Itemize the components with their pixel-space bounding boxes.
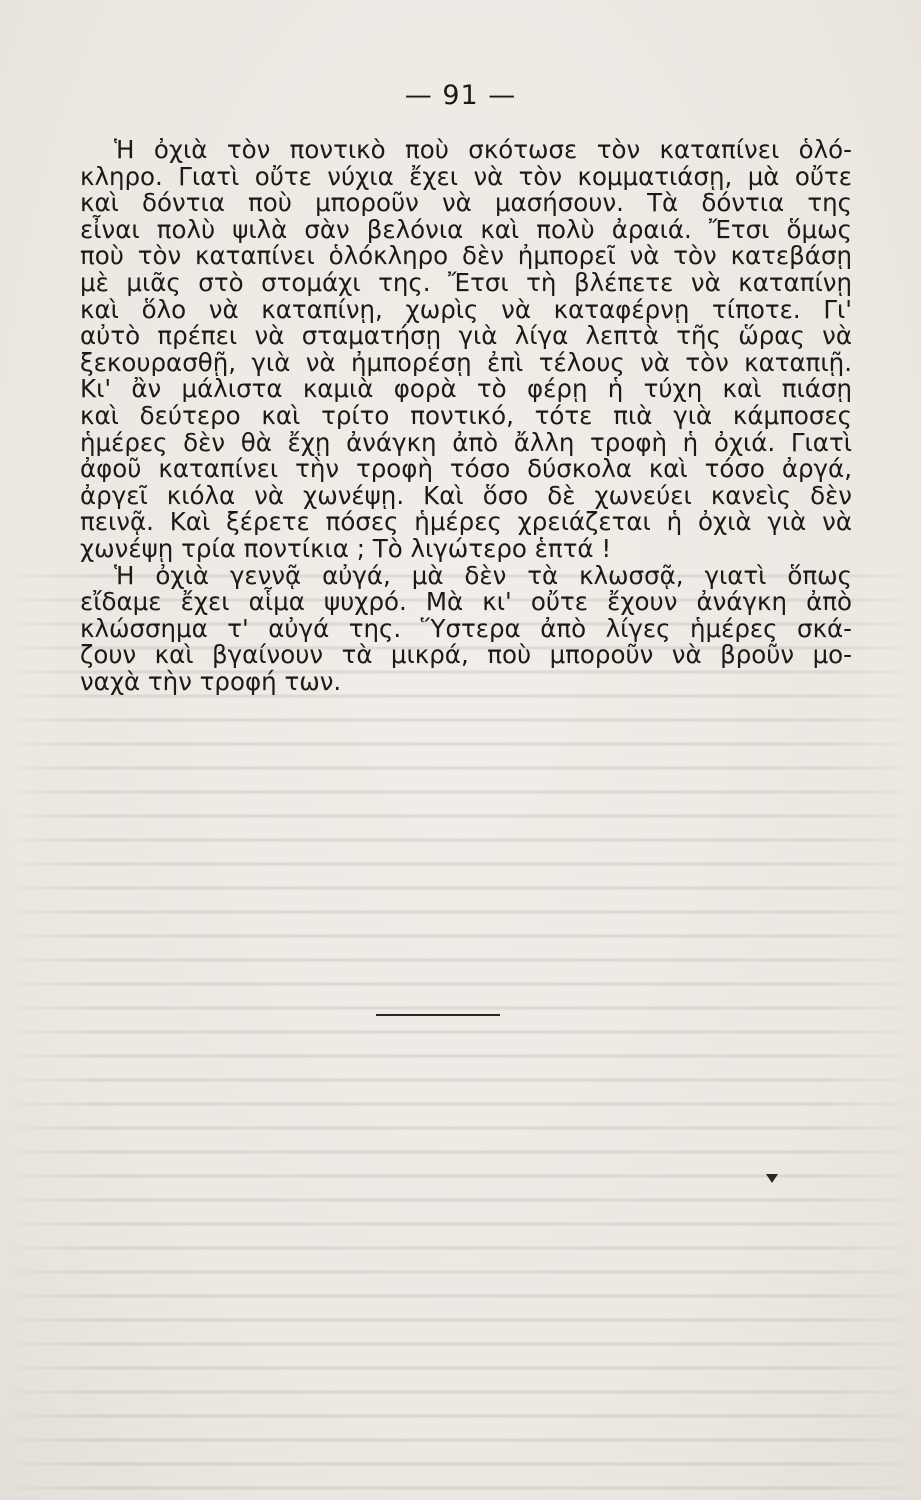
text-line: εἶναι πολὺ ψιλὰ σὰν βελόνια καὶ πολὺ ἀραιά. Ἔτσι ὅμως [80,214,852,244]
text-line: εἴδαμε ἔχει αἷμα ψυχρό. Μὰ κι' οὔτε ἔχουν ἀνάγκη ἀπὸ [80,587,852,617]
body-text [80,137,852,695]
text-line: πεινᾷ. Καὶ ξέρετε πόσες ἡμέρες χρειάζεται ἡ ὀχιὰ γιὰ νὰ [80,507,852,537]
text-line: καὶ ὅλο νὰ καταπίνῃ, χωρὶς νὰ καταφέρνῃ τίποτε. Γι' [80,294,852,324]
text-line: κληρο. Γιατὶ οὔτε νύχια ἔχει νὰ τὸν κομματιάσῃ, μὰ οὔτε [80,161,852,191]
text-line: ἀργεῖ κιόλα νὰ χωνέψῃ. Καὶ ὅσο δὲ χωνεύει κανεὶς δὲν [80,480,852,510]
text-line: ζουν καὶ βγαίνουν τὰ μικρά, ποὺ μποροῦν νὰ βροῦν μο- [80,640,852,670]
text-line: Ἡ ὀχιὰ γεννᾷ αὐγά, μὰ δὲν τὰ κλωσσᾷ, γιατὶ ὅπως [114,560,852,590]
section-divider [376,1014,500,1016]
text-line: Κι' ἂν μάλιστα καμιὰ φορὰ τὸ φέρῃ ἡ τύχη καὶ πιάσῃ [80,374,852,404]
text-line: αὐτὸ πρέπει νὰ σταματήσῃ γιὰ λίγα λεπτὰ τῆς ὥρας νὰ [80,321,852,351]
text-line: ποὺ τὸν καταπίνει ὁλόκληρο δὲν ἠμπορεῖ νὰ τὸν κατεβάσῃ [80,241,852,271]
text-line: καὶ δεύτερο καὶ τρίτο ποντικό, τότε πιὰ γιὰ κάμποσες [80,400,852,430]
text-line: ἀφοῦ καταπίνει τὴν τροφὴ τόσο δύσκολα καὶ τόσο ἀργά, [80,454,852,484]
text-line: ξεκουρασθῇ, γιὰ νὰ ἠμπορέσῃ ἐπὶ τέλους νὰ τὸν καταπιῇ. [80,347,852,377]
text-line: ἡμέρες δὲν θὰ ἔχῃ ἀνάγκη ἀπὸ ἄλλη τροφὴ ἡ ὀχιά. Γιατὶ [80,427,852,457]
text-line: χωνέψῃ τρία ποντίκια ; Τὸ λιγώτερο ἑπτά ! [80,533,612,563]
text-line: μὲ μιᾶς στὸ στομάχι της. Ἔτσι τὴ βλέπετε νὰ καταπίνῃ [80,267,852,297]
text-line: Ἡ ὀχιὰ τὸν ποντικὸ ποὺ σκότωσε τὸν καταπίνει ὁλό- [114,135,852,164]
text-line: κλώσσημα τ' αὐγά της. Ὕστερα ἀπὸ λίγες ἡμέρες σκά- [80,613,852,643]
page-number: — 91 — [404,80,517,111]
show-through-texture [0,560,921,1500]
text-line: καὶ δόντια ποὺ μποροῦν νὰ μασήσουν. Τὰ δόντια της [80,188,852,218]
ink-speck [766,1174,778,1183]
text-line: ναχὰ τὴν τροφή των. [80,666,342,696]
